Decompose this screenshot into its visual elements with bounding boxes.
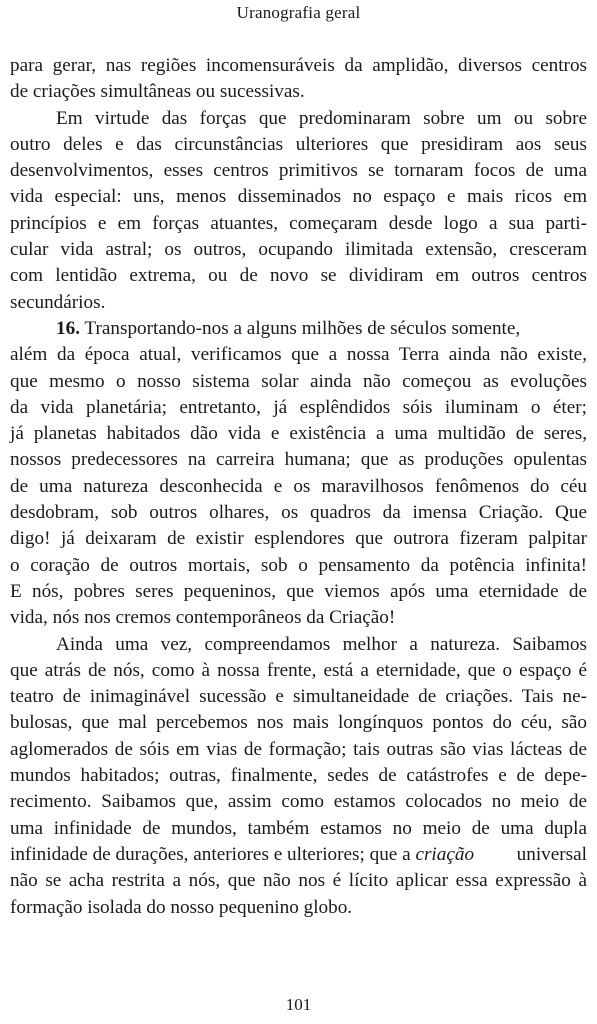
text-line: para gerar, nas regiões incomensuráveis da amplidão, diversos centros	[10, 55, 587, 76]
text-line: formação isolada do nosso pequenino globo.	[10, 896, 353, 918]
text-line: uma infinidade de mundos, também estamos no meio de uma dupla	[10, 817, 587, 839]
text-line: não se acha restrita a nós, que não nos é lícito aplicar essa expressão à	[10, 870, 587, 892]
text-line: desdobram, sob outros olhares, os quadros da imensa Criação. Que	[10, 502, 587, 524]
text-line-numbered	[10, 316, 587, 342]
text-line: com lentidão extrema, ou de novo se dividiram em outros centros	[10, 265, 587, 287]
text-line: vida especial: uns, menos disseminados no espaço e mais ricos em	[10, 186, 587, 208]
page-number: 101	[285, 995, 312, 1014]
text-line: além da época atual, verificamos que a nossa Terra ainda não existe,	[10, 344, 587, 366]
body-text	[10, 53, 587, 921]
text-line: da vida planetária; entretanto, já esplêndidos sóis iluminam o éter;	[10, 396, 587, 418]
text-line-rest: Transportando-nos a alguns milhões de séculos somente,	[79, 317, 521, 339]
text-line: bulosas, que mal percebemos nos mais longínquos pontos do céu, são	[10, 712, 587, 734]
text-line: Em virtude das forças que predominaram sobre um ou sobre	[56, 107, 587, 129]
text-line: desenvolvimentos, esses centros primitivos se tornaram focos de uma	[10, 160, 587, 182]
text-line: princípios e em forças atuantes, começaram desde logo a sua parti-	[10, 212, 587, 234]
text-line: o coração de outros mortais, sob o pensamento da potência infinita!	[10, 554, 587, 576]
text-line: Ainda uma vez, compreendamos melhor a natureza. Saibamos	[56, 633, 587, 655]
text-line: mundos habitados; outras, finalmente, sedes de catástrofes e de depe-	[10, 765, 587, 787]
text-line-part: universal	[511, 843, 587, 865]
text-line: cular vida astral; os outros, ocupando ilimitada extensão, cresceram	[10, 239, 587, 261]
text-line: outro deles e das circunstâncias ulteriores que presidiram aos seus	[10, 133, 587, 155]
text-line: digo! já deixaram de existir esplendores que outrora fizeram palpitar	[10, 528, 587, 550]
text-line-part: infinidade de durações, anteriores e ulteriores; que a	[10, 843, 416, 865]
text-line: E nós, pobres seres pequeninos, que viemos após uma eternidade de	[10, 580, 587, 602]
italic-term: criação	[415, 843, 475, 865]
text-line: teatro de inimaginável sucessão e simultaneidade de criações. Tais ne-	[10, 686, 587, 708]
paragraph-number: 16.	[56, 317, 80, 339]
text-line: nossos predecessores na carreira humana; que as produções opulentas	[10, 449, 587, 471]
text-line-with-italic	[10, 842, 587, 868]
text-line: que mesmo o nosso sistema solar ainda não começou as evoluções	[10, 370, 587, 392]
text-line: recimento. Saibamos que, assim como estamos colocados no meio de	[10, 791, 587, 813]
text-line: secundários.	[10, 291, 106, 313]
text-line: de uma natureza desconhecida e os maravilhosos fenômenos do céu	[10, 475, 587, 497]
text-line: que atrás de nós, como à nossa frente, está a eternidade, que o espaço é	[10, 659, 587, 681]
text-line: de criações simultâneas ou sucessivas.	[10, 81, 305, 103]
running-header: Uranografia geral	[236, 3, 361, 22]
text-line: já planetas habitados dão vida e existência a uma multidão de seres,	[10, 423, 587, 445]
text-line: vida, nós nos cremos contemporâneos da Criação!	[10, 607, 396, 629]
text-line: aglomerados de sóis em vias de formação; tais outras são vias lácteas de	[10, 738, 587, 760]
line-fill	[474, 842, 512, 868]
